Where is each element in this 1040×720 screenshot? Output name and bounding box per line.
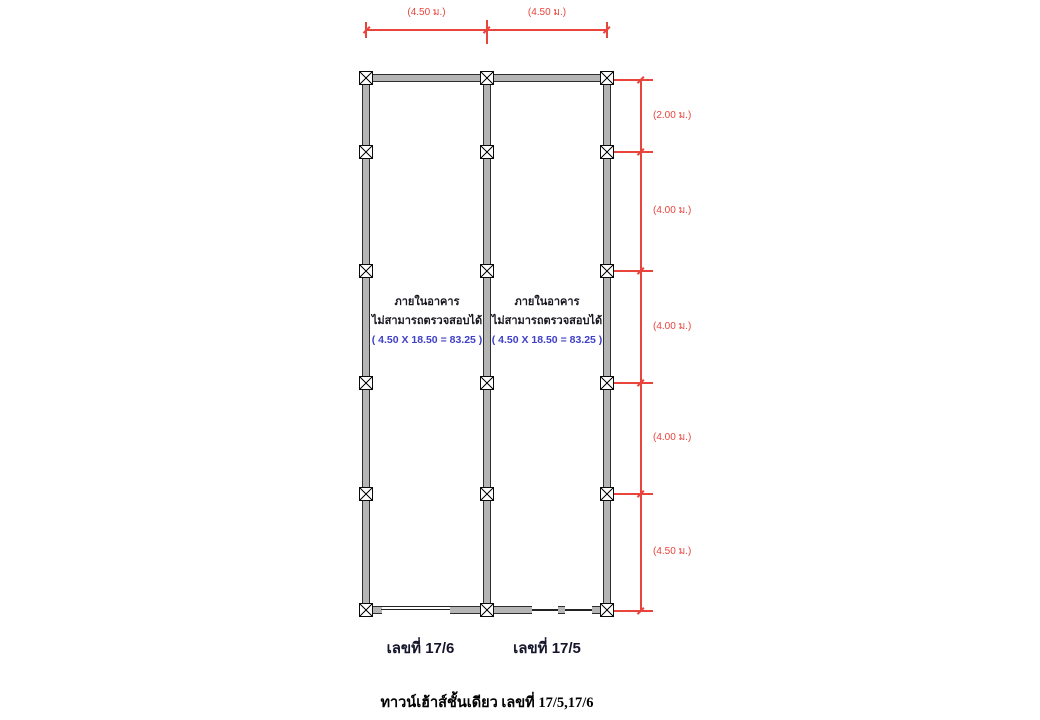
column-marker — [480, 71, 494, 85]
column-marker — [359, 603, 373, 617]
dimension-line-right — [640, 80, 642, 612]
column-marker — [359, 145, 373, 159]
dim-label-right-5: (4.50 ม.) — [653, 546, 692, 557]
column-marker — [359, 487, 373, 501]
room-note-line1: ภายในอาคาร — [514, 296, 580, 308]
dim-tick — [486, 20, 488, 44]
dim-label-top-span2: (4.50 ม.) — [527, 7, 567, 18]
column-marker — [359, 71, 373, 85]
column-marker — [359, 264, 373, 278]
dim-label-right-1: (2.00 ม.) — [653, 110, 692, 121]
column-marker — [480, 487, 494, 501]
dim-tick — [613, 151, 653, 153]
room-note-line2: ไม่สามารถตรวจสอบได้ — [371, 315, 483, 327]
column-marker — [480, 264, 494, 278]
dim-label-right-4: (4.00 ม.) — [653, 432, 692, 443]
dim-label-right-3: (4.00 ม.) — [653, 321, 692, 332]
dim-tick — [613, 270, 653, 272]
dim-tick — [613, 610, 653, 612]
unit-label-17-5: เลขที่ 17/5 — [513, 640, 581, 657]
room-area-calc: ( 4.50 X 18.50 = 83.25 ) — [491, 334, 603, 346]
wall-front-stub — [494, 606, 532, 614]
dim-label-right-2: (4.00 ม.) — [653, 205, 692, 216]
column-marker — [600, 264, 614, 278]
room-note-line2: ไม่สามารถตรวจสอบได้ — [491, 315, 603, 327]
wall-front-stub — [558, 606, 565, 614]
dim-tick — [613, 79, 653, 81]
dim-tick — [613, 493, 653, 495]
column-marker — [600, 603, 614, 617]
unit-label-17-6: เลขที่ 17/6 — [386, 640, 455, 657]
front-shutter-line — [381, 606, 451, 610]
room-area-calc: ( 4.50 X 18.50 = 83.25 ) — [371, 334, 483, 346]
room-note-unit-17-6 — [366, 293, 488, 350]
drawing-title: ทาวน์เฮ้าส์ชั้นเดียว เลขที่ 17/5,17/6 — [380, 695, 594, 711]
room-note-line1: ภายในอาคาร — [394, 296, 460, 308]
column-marker — [600, 376, 614, 390]
column-marker — [480, 376, 494, 390]
column-marker — [600, 145, 614, 159]
room-note-unit-17-5 — [486, 293, 608, 350]
column-marker — [480, 145, 494, 159]
dim-tick — [613, 382, 653, 384]
column-marker — [600, 487, 614, 501]
dim-label-top-span1: (4.50 ม.) — [407, 7, 446, 18]
wall-front-stub — [450, 606, 480, 614]
column-marker — [359, 376, 373, 390]
column-marker — [480, 603, 494, 617]
column-marker — [600, 71, 614, 85]
